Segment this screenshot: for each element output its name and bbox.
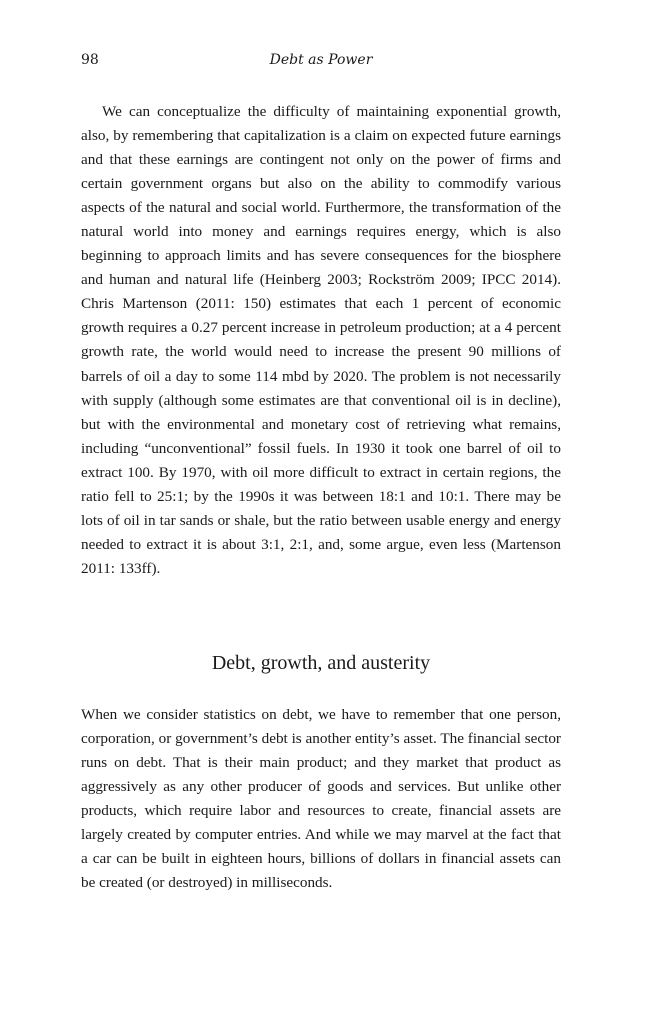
section-heading: Debt, growth, and austerity xyxy=(211,652,431,674)
body-paragraph: When we consider statistics on debt, we have to remember that one person, corporation, or government’s debt is another entity’s asset. The financial sector runs on debt. That is their main product; and they market that product as aggressively as any other producer of goods and services. But unlike other products, which require labor and resources to create, financial assets are largely created by computer entries. And while we may marvel at the fact that a car can be built in eighteen hours, billions of dollars in financial assets can be created (or destroyed) in milliseconds. xyxy=(81,706,561,892)
page-number: 98 xyxy=(81,52,99,68)
running-title: Debt as Power xyxy=(269,52,373,68)
body-paragraph: We can conceptualize the difficulty of maintaining exponential growth, also, by remembering that capitalization is a claim on expected future earnings and that these earnings are contingent not only on the power of firms and certain government organs but also on the ability to commodify various aspects of the natural and social world. Furthermore, the transformation of the natural world into money and earnings requires energy, which is also beginning to approach limits and has severe consequences for the biosphere and human and natural life (Heinberg 2003; Rockström 2009; IPCC 2014). Chris Martenson (2011: 150) estimates that each 1 percent of economic growth requires a 0.27 percent increase in petroleum production; at a 4 percent growth rate, the world would need to increase the present 90 millions of barrels of oil a day to some 114 mbd by 2020. The problem is not necessarily with supply (although some estimates are that conventional oil is in decline), but with the environmental and monetary cost of retrieving what remains, including “unconventional” fossil fuels. In 1930 it took one barrel of oil to extract 100. By 1970, with oil more difficult to extract in certain regions, the ratio fell to 25:1; by the 1990s it was between 18:1 and 10:1. There may be lots of oil in tar sands or shale, but the ratio between usable energy and energy needed to extract it is about 3:1, 2:1, and, some argue, even less (Martenson 2011: 133ff). xyxy=(81,103,561,577)
running-head xyxy=(81,52,561,72)
